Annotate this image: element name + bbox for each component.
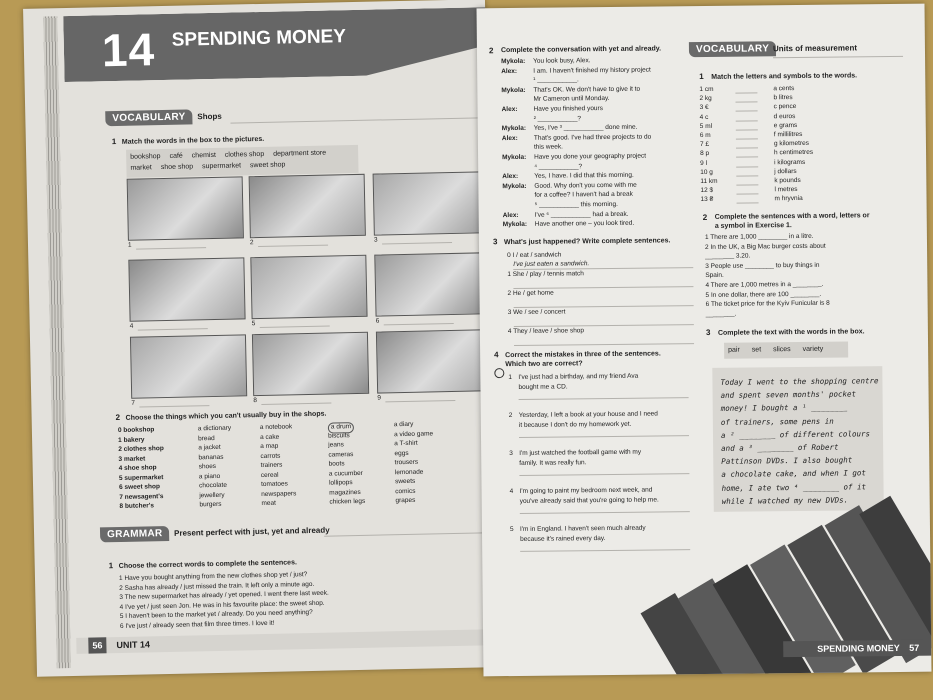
unit-sentence: 1 There are 1,000 ________ in a litre.	[704, 232, 814, 241]
unit-word: e grams	[773, 121, 798, 130]
unit-word: d euros	[773, 112, 796, 120]
shop-picture	[128, 257, 245, 321]
sentence-number: 3	[509, 450, 513, 458]
shop-name: 2 clothes shop	[118, 445, 164, 454]
conversation-line: ² ___________?	[533, 114, 582, 123]
item-option: a jacket	[198, 443, 221, 452]
unit-word: l metres	[774, 186, 798, 194]
conversation-line: Yes, I have. I did that this morning.	[534, 171, 634, 180]
unit-word: j dollars	[774, 167, 797, 176]
conversation-line: I've ⁶ ___________ had a break.	[534, 210, 629, 219]
unit-word: h centimetres	[774, 149, 814, 157]
answer-line	[136, 247, 206, 249]
sentence-line: I'm just watched the football game with my	[519, 448, 642, 457]
speaker-name: Mykola:	[501, 125, 527, 133]
answer-line	[258, 245, 328, 247]
grammar-sentence: 5 I haven't been to the market yet / already. Do you need anything?	[119, 608, 313, 621]
item-option: jewellery	[199, 491, 225, 499]
handwritten-line: while I watched my new DVDs.	[721, 495, 849, 506]
item-option: grapes	[395, 496, 416, 505]
shop-picture	[376, 329, 493, 393]
exercise-number: 2	[488, 46, 494, 56]
conversation-line: That's OK. We don't have to give it to	[533, 85, 641, 94]
vocabulary-topic: Units of measurement	[772, 43, 858, 54]
shop-name: 7 newsagent's	[119, 492, 164, 501]
speaker-name: Alex:	[501, 105, 518, 114]
symbol-item: 8 p	[700, 150, 710, 158]
unit-word: g kilometres	[773, 140, 810, 148]
prompt-item: 3 We / see / concert	[507, 308, 566, 317]
unit-sentence: 6 The ticket price for the Kyiv Funicular is 8	[705, 299, 830, 309]
item-option: a dictionary	[197, 424, 232, 433]
exercise-instruction: Correct the mistakes in three of the sentences. Which two are correct?	[505, 350, 661, 369]
exercise-instruction: Match the letters and symbols to the words.	[711, 72, 858, 81]
shop-name: 4 shoe shop	[118, 464, 157, 473]
grammar-sentence: 1 Have you bought anything from the new clothes shop yet / just?	[118, 571, 308, 583]
sentence-line: I've just had a birthday, and my friend Ava	[518, 372, 639, 381]
symbol-item: 11 km	[700, 177, 718, 186]
picture-number: 4	[129, 322, 134, 330]
exercise-instruction: Complete the sentences with a word, letters or a symbol in Exercise 1.	[714, 212, 870, 230]
prompt-item: 1 She / play / tennis match	[507, 270, 584, 279]
footer-page-number: 56	[88, 637, 106, 653]
speaker-name: Mykola:	[502, 153, 527, 162]
vocabulary-label: VOCABULARY	[105, 109, 192, 126]
item-option: biscuits	[327, 431, 350, 440]
box-word: café	[169, 152, 183, 160]
unit-word: m hryvnia	[774, 195, 803, 203]
footer-unit: UNIT 14	[116, 639, 151, 651]
box-word: slices	[773, 346, 791, 354]
picture-number: 7	[131, 399, 136, 407]
shop-name: 3 market	[118, 454, 146, 463]
handwritten-line: of trainers, some pens in	[720, 416, 834, 427]
grammar-sentence: 2 Sasha has already / just missed the train. It left only a minute ago.	[119, 580, 315, 592]
answer-line	[736, 111, 758, 112]
box-word: chemist	[191, 151, 216, 160]
conversation-line: ⁵ ___________ this morning.	[534, 200, 618, 209]
item-option: bananas	[198, 453, 224, 461]
exercise-instruction: Choose the correct words to complete the sentences.	[118, 559, 297, 571]
item-option: a map	[260, 442, 279, 451]
item-option: carrots	[260, 452, 281, 460]
symbol-item: 12 $	[700, 187, 714, 195]
picture-number: 2	[249, 239, 254, 247]
handwritten-line: and a ³ ________ of Robert	[721, 442, 839, 453]
answer-line	[736, 184, 758, 185]
sentence-line: you've already said that you're going to help me.	[519, 495, 659, 505]
item-option: a T-shirt	[394, 439, 418, 448]
box-word: department store	[273, 149, 327, 158]
exercise-number: 3	[492, 237, 498, 247]
grammar-sentence: 4 I've yet / just seen Jon. He was in his favourite place: the sweet shop.	[119, 599, 325, 611]
symbol-item: 2 kg	[699, 95, 712, 103]
vocabulary-topic: Shops	[197, 111, 222, 122]
symbol-item: 3 €	[699, 104, 709, 112]
unit-title: SPENDING MONEY	[171, 26, 347, 51]
conversation-line: You look busy, Alex.	[533, 57, 591, 65]
section-rule	[324, 532, 484, 536]
answer-line	[736, 120, 758, 121]
item-option: a video game	[393, 429, 434, 438]
sentence-line: because it's rained every day.	[520, 534, 606, 543]
answer-line	[736, 175, 758, 176]
exercise-number: 2	[702, 212, 708, 223]
answer-line	[736, 194, 758, 195]
sentence-line: family. It was really fun.	[519, 458, 587, 467]
prompt-item: 0 I / eat / sandwich	[507, 251, 562, 260]
symbol-item: 4 c	[699, 113, 709, 121]
symbol-item: 5 ml	[699, 122, 713, 130]
conversation-line: Mr Cameron until Monday.	[533, 95, 610, 104]
answer-line	[519, 435, 689, 438]
item-option: a diary	[393, 420, 414, 429]
handwritten-line: and spent seven months' pocket	[720, 389, 857, 401]
conversation-line: Have you finished yours	[533, 105, 603, 113]
sentence-line: I'm in England. I haven't seen much already	[519, 524, 646, 533]
item-option: cameras	[328, 450, 354, 459]
exercise-instruction: Match the words in the box to the pictures.	[121, 135, 265, 146]
conversation-line: ⁴ ___________?	[534, 162, 583, 171]
item-option: a drum	[328, 422, 354, 433]
sentence-line: bought me a CD.	[518, 382, 568, 391]
speaker-name: Alex:	[502, 173, 519, 181]
shop-name: 1 bakery	[118, 435, 145, 444]
right-page	[477, 4, 932, 677]
unit-sentence: 2 In the UK, a Big Mac burger costs about	[704, 242, 826, 251]
conversation-line: Have you done your geography project	[534, 152, 647, 161]
answer-line	[138, 328, 208, 330]
shop-name: 5 supermarket	[118, 473, 164, 482]
exercise-instruction: Complete the text with the words in the box.	[717, 328, 865, 337]
item-option: bread	[198, 434, 215, 442]
conversation-line: ¹ ___________.	[533, 76, 579, 84]
box-word: market	[130, 164, 152, 172]
sentence-number: 4	[509, 488, 514, 496]
conversation-line: I am. I haven't finished my history project	[533, 66, 651, 75]
exercise-instruction: What's just happened? Write complete sentences.	[503, 237, 671, 247]
conversation-line: Have another one – you look tired.	[534, 219, 635, 228]
shop-picture	[249, 174, 366, 238]
speaker-name: Mykola:	[502, 221, 528, 229]
unit-word: c pence	[773, 103, 797, 111]
item-option: newspapers	[261, 489, 297, 498]
unit-sentence: ________ 3.20.	[705, 252, 751, 261]
item-option: tomatoes	[260, 480, 288, 489]
item-option: magazines	[329, 488, 361, 497]
answer-line	[382, 242, 452, 244]
unit-sentence: 3 People use ________ to buy things in	[705, 261, 820, 270]
audio-icon	[494, 368, 504, 378]
exercise-number: 1	[699, 71, 704, 82]
answer-line	[513, 286, 693, 289]
box-word: bookshop	[130, 153, 161, 161]
picture-number: 8	[253, 397, 258, 405]
answer-line	[519, 473, 689, 476]
shop-picture	[127, 176, 244, 240]
item-option: a notebook	[259, 423, 293, 432]
answer-line	[384, 323, 454, 325]
handwritten-line: home, I ate two ⁴ ________ of it	[721, 481, 867, 493]
unit-word: i kilograms	[774, 158, 806, 166]
section-rule	[230, 117, 480, 123]
symbol-item: 6 m	[699, 131, 711, 140]
box-word: pair	[728, 346, 740, 354]
footer-title: SPENDING MONEY	[817, 642, 900, 654]
word-box-items	[728, 346, 823, 354]
unit-sentence: 5 In one dollar, there are 100 ________.	[705, 290, 822, 299]
unit-word: a cents	[773, 85, 795, 93]
answer-line	[736, 148, 758, 149]
answer-line	[514, 324, 694, 327]
conversation-line: for a coffee? I haven't had a break	[534, 191, 633, 200]
box-word: shoe shop	[160, 163, 194, 172]
sentence-number: 1	[508, 374, 513, 382]
left-page	[23, 0, 499, 677]
item-option: boots	[328, 460, 345, 468]
answer-line	[736, 166, 758, 167]
handwritten-line: Today I went to the shopping centre	[720, 376, 879, 387]
handwritten-line: Pattinson DVDs. I also bought	[721, 455, 853, 467]
conversation-line: That's good. I've had three projects to do	[533, 133, 652, 142]
item-option: trainers	[260, 461, 283, 470]
shop-picture	[373, 171, 490, 235]
shop-picture	[130, 334, 247, 398]
unit-sentence: 4 There are 1,000 metres in a ________.	[705, 280, 824, 289]
shop-picture	[374, 252, 491, 316]
answer-line	[519, 397, 689, 400]
symbol-item: 10 g	[700, 168, 713, 176]
answer-line	[736, 157, 758, 158]
prompt-item: 4 They / leave / shoe shop	[507, 327, 585, 336]
unit-sentence: Spain.	[705, 272, 724, 280]
symbol-item: 13 ₴	[700, 196, 714, 204]
symbol-item: 7 £	[699, 141, 710, 149]
item-option: chocolate	[199, 481, 227, 490]
answer-line	[736, 102, 758, 103]
grammar-sentence: 6 I've just / already seen that film three times. I love it!	[119, 619, 275, 630]
prompt-item: 2 He / get home	[507, 289, 554, 298]
speaker-name: Alex:	[501, 134, 518, 142]
page-stack-edge	[43, 16, 71, 668]
sentence-line: I'm going to paint my bedroom next week, and	[519, 486, 653, 495]
shop-name: 6 sweet shop	[119, 483, 160, 492]
handwritten-line: a ² ________ of different colours	[720, 429, 871, 440]
shop-picture	[252, 332, 369, 396]
picture-number: 5	[251, 320, 256, 328]
answer-line	[735, 92, 757, 93]
grammar-sentence: 3 The new supermarket has already / yet opened. I went there last week.	[119, 589, 329, 602]
box-word: clothes shop	[224, 150, 265, 159]
answer-line	[139, 405, 209, 407]
answer-line	[261, 403, 331, 405]
answer-line	[736, 129, 758, 130]
speaker-name: Alex:	[501, 67, 518, 75]
item-option: burgers	[199, 500, 222, 509]
item-option: a piano	[198, 472, 221, 480]
item-option: chicken legs	[329, 497, 366, 506]
sentence-line: it because I don't do my homework yet.	[518, 420, 632, 429]
picture-number: 9	[377, 394, 381, 402]
conversation-line: Yes, I've ³ ___________ done mine.	[533, 123, 638, 132]
box-word: sweet shop	[249, 161, 286, 170]
answer-line	[385, 400, 455, 402]
vocabulary-label: VOCABULARY	[689, 41, 776, 57]
symbol-item: 1 cm	[699, 85, 714, 94]
unit-sentence: ________.	[705, 310, 737, 318]
sentence-number: 2	[508, 412, 513, 420]
conversation-line: Good. Why don't you come with me	[534, 181, 637, 190]
box-word: supermarket	[202, 162, 242, 171]
exercise-instruction: Complete the conversation with yet and already.	[500, 45, 662, 55]
exercise-number: 4	[494, 350, 499, 360]
answer-line	[737, 203, 759, 204]
shop-name: 8 butcher's	[119, 502, 154, 510]
item-option: jeans	[328, 441, 344, 449]
answer-line	[514, 343, 694, 346]
example-answer: I've just eaten a sandwich.	[513, 260, 590, 268]
grammar-topic: Present perfect with just, yet and already	[173, 525, 330, 538]
grammar-label: GRAMMAR	[100, 526, 170, 542]
section-rule	[773, 56, 903, 58]
box-word: variety	[802, 345, 824, 353]
item-option: cereal	[260, 471, 279, 479]
footer-page-number: 57	[909, 642, 920, 653]
box-word: set	[751, 346, 762, 354]
item-option: trousers	[394, 458, 419, 467]
answer-line	[260, 326, 330, 328]
item-option: sweets	[394, 477, 416, 486]
unit-word: f millilitres	[773, 130, 803, 139]
answer-line	[736, 138, 758, 139]
picture-number: 6	[375, 317, 380, 325]
speaker-name: Alex:	[502, 211, 519, 219]
symbol-item: 9 l	[700, 159, 708, 167]
sentence-line: Yesterday, I left a book at your house and I need	[518, 410, 658, 419]
picture-number: 3	[373, 236, 378, 244]
speaker-name: Mykola:	[502, 182, 527, 190]
item-option: comics	[395, 487, 416, 495]
handwritten-line: money! I bought a ¹ ________	[720, 402, 848, 414]
item-option: shoes	[198, 462, 217, 471]
exercise-number: 3	[705, 327, 711, 337]
item-option: eggs	[394, 449, 409, 457]
handwritten-line: a chocolate cake, and when I got	[721, 468, 866, 480]
shop-picture	[250, 255, 367, 319]
item-option: meat	[261, 499, 276, 508]
exercise-instruction: Choose the things which you can't usually buy in the shops.	[125, 410, 327, 422]
exercise-number: 2	[115, 412, 121, 423]
item-option: a cucumber	[328, 469, 363, 478]
item-option: lollipops	[328, 479, 353, 487]
shop-name: 0 bookshop	[117, 426, 155, 435]
answer-line	[514, 305, 694, 308]
exercise-number: 1	[111, 136, 117, 147]
item-option: a cake	[260, 433, 280, 441]
conversation-line: this week.	[533, 143, 563, 152]
exercise-number: 1	[108, 561, 114, 571]
picture-number: 1	[127, 241, 132, 249]
sentence-number: 5	[509, 526, 514, 534]
unit-word: k pounds	[774, 176, 801, 185]
unit-word: b litres	[773, 94, 793, 102]
speaker-name: Mykola:	[501, 86, 526, 94]
item-option: lemonade	[394, 468, 424, 476]
speaker-name: Mykola:	[501, 57, 526, 66]
unit-number: 14	[101, 23, 156, 77]
